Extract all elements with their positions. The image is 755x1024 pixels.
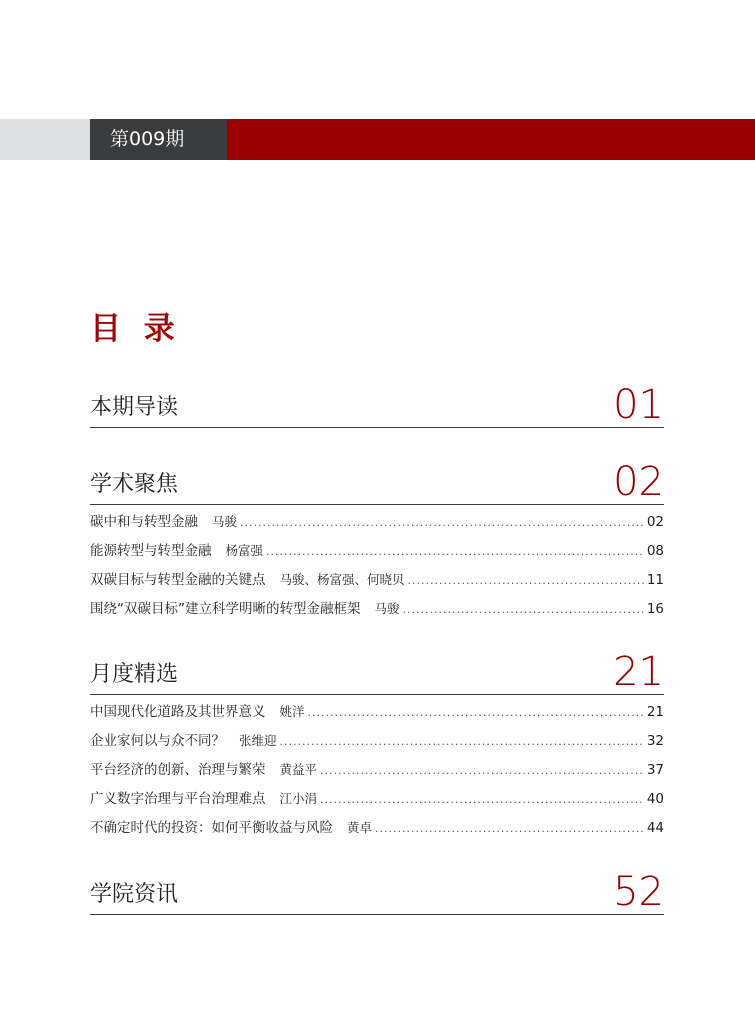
toc-entry[interactable] xyxy=(90,539,664,568)
section-label: 本期导读 xyxy=(90,395,179,420)
entry-page: 21 xyxy=(646,704,664,720)
entry-author: 黄益平 xyxy=(279,762,318,777)
issue-number-tab: 第009期 xyxy=(90,119,227,160)
entry-author: 江小涓 xyxy=(279,791,318,806)
entry-title: 能源转型与转型金融 xyxy=(90,543,212,559)
dot-leader xyxy=(280,735,645,748)
dot-leader xyxy=(266,545,645,558)
entry-title: 围绕“双碳目标”建立科学明晰的转型金融框架 xyxy=(90,601,361,617)
entry-author: 杨富强 xyxy=(225,543,264,558)
entry-list-academic-focus xyxy=(90,510,664,626)
entry-page: 11 xyxy=(646,572,664,588)
section-page-number: 01 xyxy=(613,382,664,428)
section-label: 月度精选 xyxy=(90,662,179,687)
entry-title: 不确定时代的投资：如何平衡收益与风险 xyxy=(90,820,333,836)
toc-entry[interactable] xyxy=(90,758,664,787)
toc-entry[interactable] xyxy=(90,816,664,845)
toc-entry[interactable] xyxy=(90,787,664,816)
entry-page: 40 xyxy=(646,791,664,807)
header-band-left xyxy=(0,119,90,160)
section-page-number: 21 xyxy=(613,649,664,695)
entry-title: 平台经济的创新、治理与繁荣 xyxy=(90,762,266,778)
toc-entry[interactable] xyxy=(90,729,664,758)
header-band-right xyxy=(227,119,755,160)
section-page-number: 02 xyxy=(613,459,664,505)
entry-author: 马骏 xyxy=(212,514,238,529)
entry-list-monthly-selection xyxy=(90,700,664,845)
entry-page: 02 xyxy=(646,514,664,530)
toc-section-monthly-selection[interactable] xyxy=(90,648,664,695)
dot-leader xyxy=(375,822,645,835)
entry-author: 黄卓 xyxy=(347,820,373,835)
entry-title: 广义数字治理与平台治理难点 xyxy=(90,791,266,807)
entry-title: 企业家何以与众不同？ xyxy=(90,733,225,749)
page-title: 目 录 xyxy=(90,311,181,347)
entry-author: 马骏 xyxy=(374,601,400,616)
entry-author: 马骏、杨富强、何晓贝 xyxy=(279,572,405,587)
dot-leader xyxy=(403,603,645,616)
entry-author: 姚洋 xyxy=(279,704,305,719)
toc-entry[interactable] xyxy=(90,700,664,729)
entry-title: 双碳目标与转型金融的关键点 xyxy=(90,572,266,588)
toc-entry[interactable] xyxy=(90,510,664,539)
entry-page: 32 xyxy=(646,733,664,749)
dot-leader xyxy=(320,764,645,777)
toc-section-intro[interactable] xyxy=(90,381,664,428)
dot-leader xyxy=(308,706,645,719)
dot-leader xyxy=(320,793,645,806)
dot-leader xyxy=(240,516,645,529)
entry-title: 碳中和与转型金融 xyxy=(90,514,198,530)
toc-section-college-news[interactable] xyxy=(90,868,664,915)
entry-page: 37 xyxy=(646,762,664,778)
entry-author: 张维迎 xyxy=(239,733,277,748)
entry-title: 中国现代化道路及其世界意义 xyxy=(90,704,266,720)
dot-leader xyxy=(408,574,645,587)
entry-page: 44 xyxy=(646,820,664,836)
toc-entry[interactable] xyxy=(90,568,664,597)
entry-page: 08 xyxy=(646,543,664,559)
entry-page: 16 xyxy=(646,601,664,617)
section-page-number: 52 xyxy=(613,869,664,915)
section-label: 学术聚焦 xyxy=(90,472,179,497)
section-label: 学院资讯 xyxy=(90,882,179,907)
toc-section-academic-focus[interactable] xyxy=(90,458,664,505)
toc-entry[interactable] xyxy=(90,597,664,626)
